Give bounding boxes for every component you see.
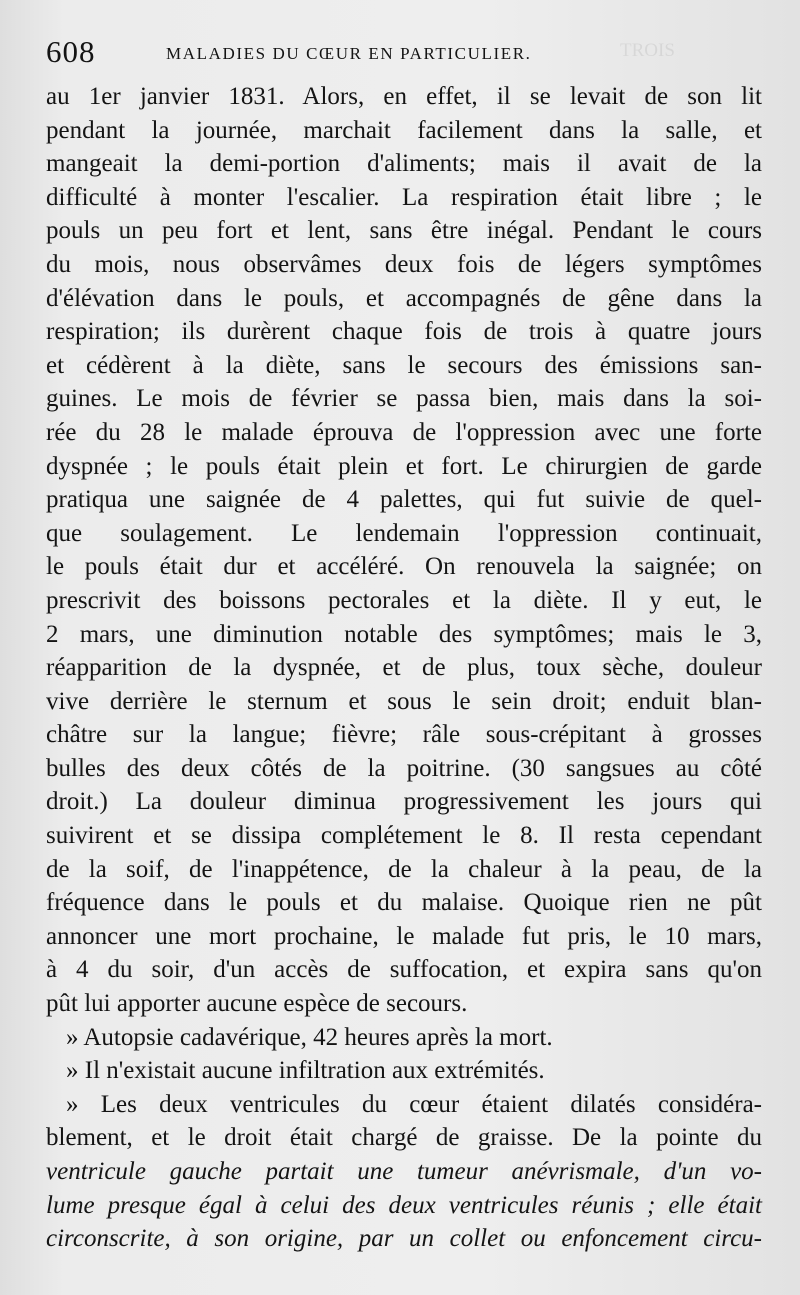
text-line: et cédèrent à la diète, sans le secours des émissions san- <box>46 351 762 379</box>
text-line: dyspnée ; le pouls était plein et fort. Le chirurgien de garde <box>46 452 762 480</box>
italic-text-line: ventricule gauche partait une tumeur anévrismale, d'un vo- <box>46 1158 762 1185</box>
text-line: » Il n'existait aucune infiltration aux extrémités. <box>66 1057 545 1085</box>
show-through-text: TROIS <box>620 40 675 61</box>
text-line: mangeait la demi-portion d'aliments; mais il avait de la <box>46 150 762 178</box>
text-line: du mois, nous observâmes deux fois de légers symptômes <box>46 250 762 278</box>
text-line: pouls un peu fort et lent, sans être inégal. Pendant le cours <box>46 217 762 245</box>
text-line: guines. Le mois de février se passa bien, mais dans la soi- <box>46 385 762 413</box>
running-head: MALADIES DU CŒUR EN PARTICULIER. <box>166 44 532 63</box>
text-line: le pouls était dur et accéléré. On renouvela la saignée; on <box>46 553 762 581</box>
text-line: respiration; ils durèrent chaque fois de trois à quatre jours <box>46 318 762 346</box>
text-line: prescrivit des boissons pectorales et la diète. Il y eut, le <box>46 586 762 614</box>
body-text <box>46 80 762 1256</box>
text-line: pratiqua une saignée de 4 palettes, qui fut suivie de quel- <box>46 486 762 514</box>
text-line: difficulté à monter l'escalier. La respiration était libre ; le <box>46 183 762 211</box>
text-line: fréquence dans le pouls et du malaise. Quoique rien ne pût <box>46 889 762 917</box>
italic-text-line: lume presque égal à celui des deux ventricules réunis ; elle était <box>46 1191 762 1219</box>
text-line: droit.) La douleur diminua progressivement les jours qui <box>46 788 762 816</box>
text-line: pendant la journée, marchait facilement dans la salle, et <box>46 116 762 144</box>
text-line: châtre sur la langue; fièvre; râle sous-crépitant à grosses <box>46 721 762 749</box>
text-line: blement, et le droit était chargé de graisse. De la pointe du <box>46 1124 762 1152</box>
text-line: suivirent et se dissipa complétement le 8. Il resta cependant <box>46 822 762 850</box>
text-line: que soulagement. Le lendemain l'oppression continuait, <box>46 519 762 547</box>
page-header <box>46 34 760 74</box>
italic-text-line: circonscrite, à son origine, par un collet ou enfoncement circu- <box>46 1225 762 1253</box>
text-line: 2 mars, une diminution notable des symptômes; mais le 3, <box>46 620 762 648</box>
text-line: rée du 28 le malade éprouva de l'oppression avec une forte <box>46 418 762 446</box>
text-line: à 4 du soir, d'un accès de suffocation, et expira sans qu'on <box>46 956 762 984</box>
text-line: pût lui apporter aucune espèce de secours. <box>46 990 468 1018</box>
text-line: de la soif, de l'inappétence, de la chaleur à la peau, de la <box>46 855 762 883</box>
text-line: annoncer une mort prochaine, le malade fut pris, le 10 mars, <box>46 922 762 950</box>
text-line: bulles des deux côtés de la poitrine. (30 sangsues au côté <box>46 754 762 782</box>
page-number: 608 <box>46 34 96 69</box>
text-line: au 1er janvier 1831. Alors, en effet, il se levait de son lit <box>46 83 762 110</box>
autopsy-heading-line: » Autopsie cadavérique, 42 heures après la mort. <box>66 1023 553 1051</box>
text-line: réapparition de la dyspnée, et de plus, toux sèche, douleur <box>46 654 762 682</box>
text-line: » Les deux ventricules du cœur étaient dilatés considéra- <box>66 1090 762 1118</box>
text-line: d'élévation dans le pouls, et accompagnés de gêne dans la <box>46 284 762 312</box>
text-line: vive derrière le sternum et sous le sein droit; enduit blan- <box>46 687 762 715</box>
